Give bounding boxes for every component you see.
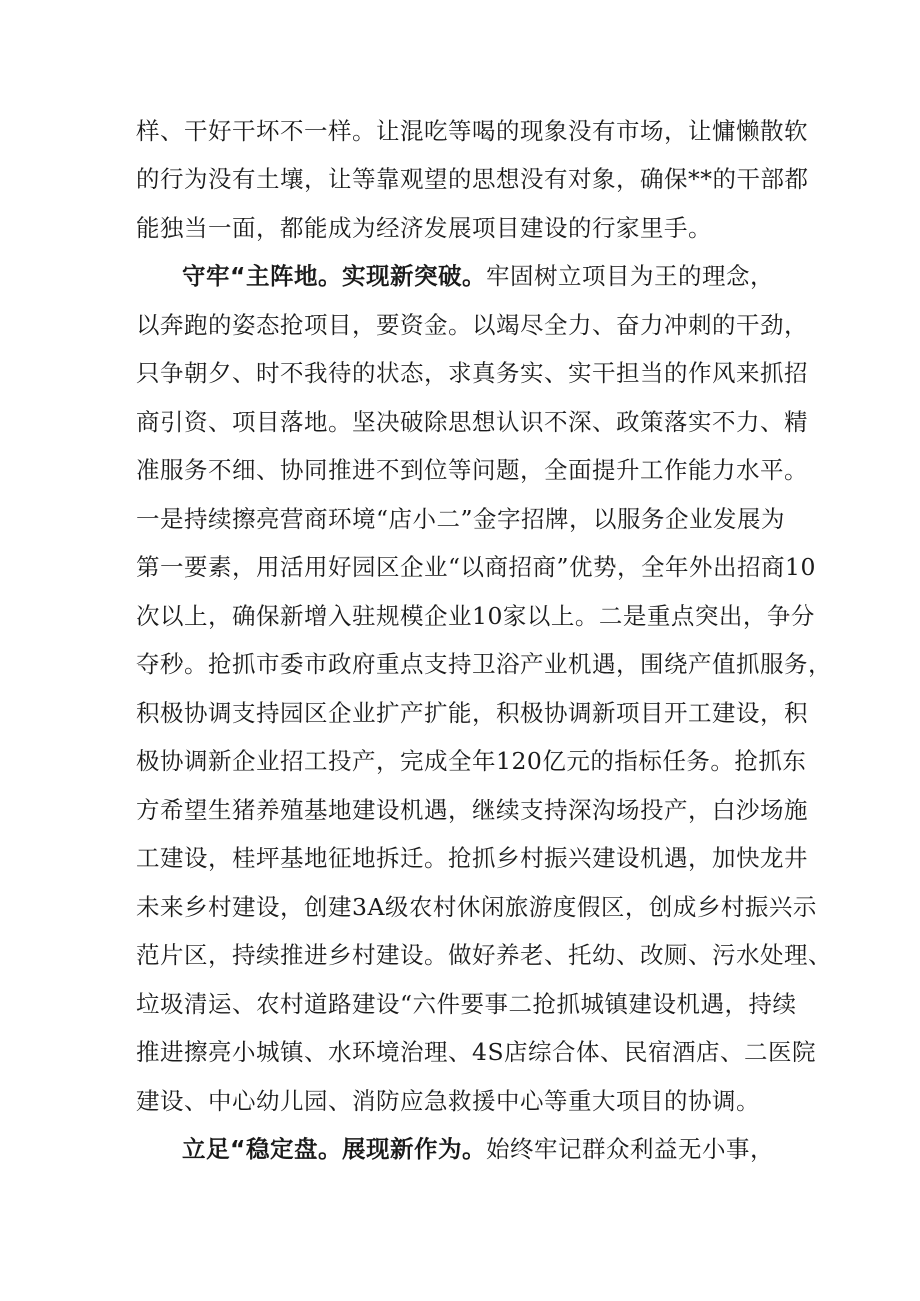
section-heading: 守牢“主阵地。实现新突破。 <box>182 262 486 290</box>
section-heading: 立足“稳定盘。展现新作为。 <box>182 1135 486 1163</box>
text-line: 商引资、项目落地。坚决破除思想认识不深、政策落实不力、精 <box>136 408 808 436</box>
text-line: 未来乡村建设，创建3A级农村休闲旅游度假区，创成乡村振兴示 <box>136 893 817 921</box>
text-line: 范片区，持续推进乡村建设。做好养老、托幼、改厕、污水处理、 <box>136 941 832 969</box>
text-line: 以奔跑的姿态抢项目，要资金。以竭尽全力、奋力冲刺的干劲， <box>136 311 808 339</box>
text-line: 夺秒。抢抓市委市政府重点支持卫浴产业机遇，围绕产值抓服务， <box>136 650 832 678</box>
text-line: 样、干好干坏不一样。让混吃等喝的现象没有市场，让慵懒散软 <box>136 117 808 145</box>
text-line: 极协调新企业招工投产，完成全年120亿元的指标任务。抢抓东 <box>136 747 807 775</box>
text-line: 只争朝夕、时不我待的状态，求真务实、实干担当的作风来抓招 <box>136 359 808 387</box>
section-heading-line <box>182 262 774 290</box>
section-heading-line <box>182 1135 774 1163</box>
text-segment: 始终牢记群众利益无小事， <box>485 1135 774 1163</box>
text-line: 一是持续擦亮营商环境“店小二”金字招牌，以服务企业发展为 <box>136 505 786 533</box>
text-line: 建设、中心幼儿园、消防应急救援中心等重大项目的协调。 <box>136 1087 760 1115</box>
text-line: 次以上，确保新增入驻规模企业10家以上。二是重点突出，争分 <box>136 602 815 630</box>
text-line: 工建设，桂坪基地征地拆迁。抢抓乡村振兴建设机遇，加快龙井 <box>136 844 808 872</box>
text-line: 准服务不细、协同推进不到位等问题，全面提升工作能力水平。 <box>136 456 808 484</box>
text-line: 垃圾清运、农村道路建设“六件要事二抢抓城镇建设机遇，持续 <box>136 990 797 1018</box>
text-line: 第一要素，用活用好园区企业“以商招商”优势，全年外出招商10 <box>136 553 816 581</box>
text-line: 积极协调支持园区企业扩产扩能，积极协调新项目开工建设，积 <box>136 699 808 727</box>
text-line: 推进擦亮小城镇、水环境治理、4S店综合体、民宿酒店、二医院 <box>136 1038 817 1066</box>
text-segment: 牢固树立项目为王的理念， <box>485 262 774 290</box>
text-line: 能独当一面，都能成为经济发展项目建设的行家里手。 <box>136 214 712 242</box>
text-line: 方希望生猪养殖基地建设机遇，继续支持深沟场投产，白沙场施 <box>136 796 808 824</box>
text-line: 的行为没有土壤，让等靠观望的思想没有对象，确保**的干部都 <box>136 165 809 193</box>
